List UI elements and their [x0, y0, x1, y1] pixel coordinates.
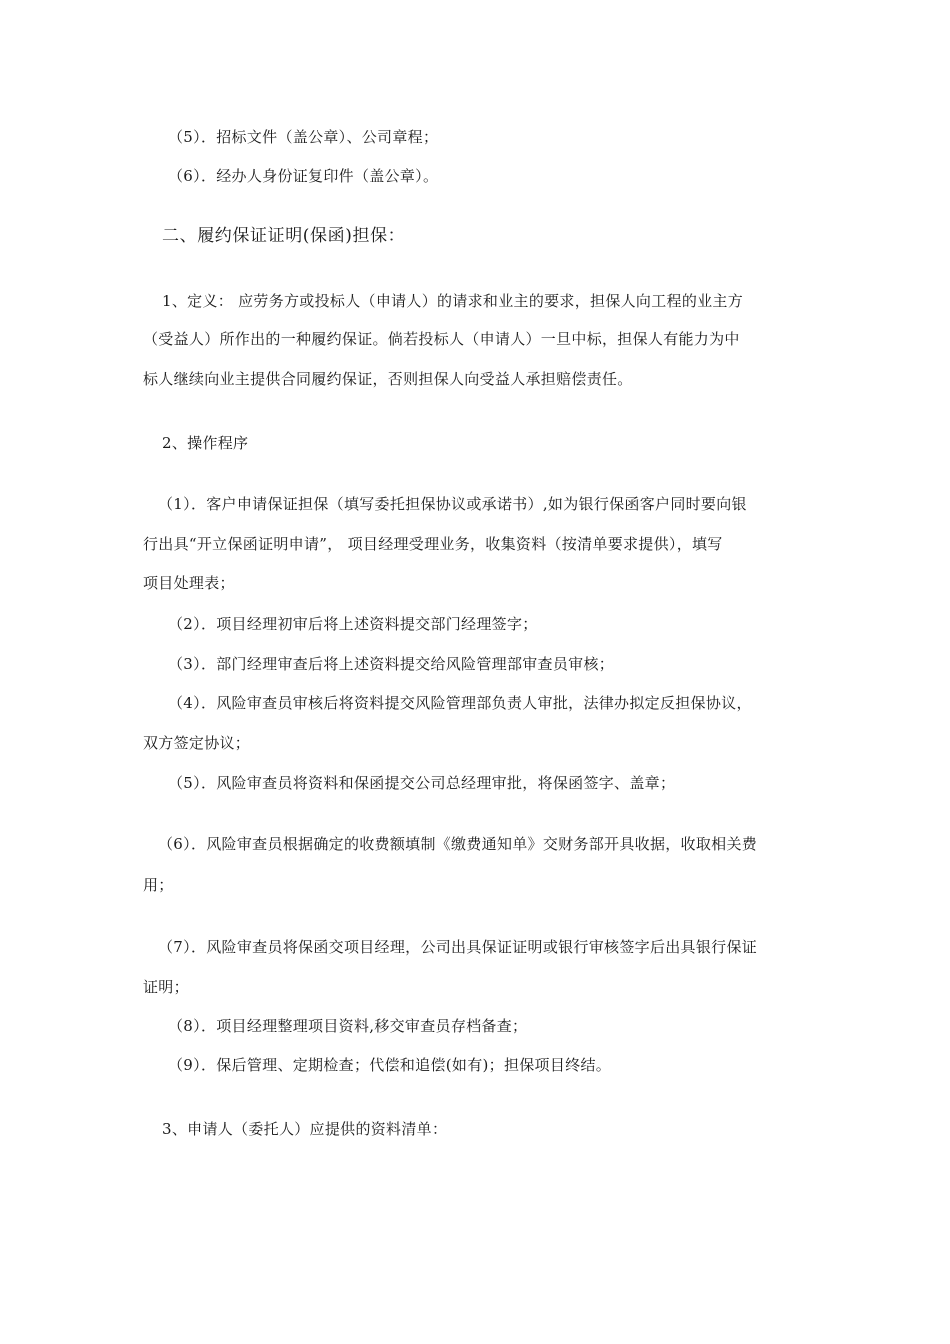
step-7-line-1: （7）．风险审查员将保函交项目经理，公司出具保证证明或银行审核签字后出具银行保证 [158, 938, 758, 956]
definition-line-3: 标人继续向业主提供合同履约保证，否则担保人向受益人承担赔偿责任。 [143, 370, 633, 388]
step-6-line-1: （6）．风险审查员根据确定的收费额填制《缴费通知单》交财务部开具收据，收取相关费 [158, 835, 758, 853]
list-item-5: （5）．招标文件（盖公章）、公司章程； [168, 128, 439, 146]
step-6-line-2: 用； [143, 876, 174, 894]
step-7-line-2: 证明； [143, 978, 189, 996]
step-5: （5）．风险审查员将资料和保函提交公司总经理审批，将保函签字、盖章； [168, 774, 676, 792]
list-item-6: （6）．经办人身份证复印件（盖公章）。 [168, 167, 439, 185]
step-1-line-3: 项目处理表； [143, 574, 235, 592]
definition-line-2: （受益人）所作出的一种履约保证。倘若投标人（申请人）一旦中标，担保人有能力为中 [143, 330, 740, 348]
step-2: （2）．项目经理初审后将上述资料提交部门经理签字； [168, 615, 538, 633]
step-1-line-2: 行出具“开立保函证明申请”， 项目经理受理业务，收集资料（按清单要求提供），填写 [143, 535, 723, 553]
subsection-heading-materials: 3、申请人（委托人）应提供的资料清单： [162, 1120, 448, 1138]
step-1-line-1: （1）．客户申请保证担保（填写委托担保协议或承诺书）,如为银行保函客户同时要向银 [158, 495, 747, 513]
step-9: （9）．保后管理、定期检查；代偿和追偿(如有)；担保项目终结。 [168, 1056, 612, 1074]
subsection-heading-procedure: 2、操作程序 [162, 434, 249, 452]
definition-line-1: 1、定义： 应劳务方或投标人（申请人）的请求和业主的要求，担保人向工程的业主方 [162, 292, 744, 310]
step-4-line-2: 双方签定协议； [143, 734, 251, 752]
step-3: （3）．部门经理审查后将上述资料提交给风险管理部审查员审核； [168, 655, 615, 673]
step-8: （8）．项目经理整理项目资料,移交审查员存档备查； [168, 1017, 528, 1035]
section-heading-2: 二、履约保证证明(保函)担保： [162, 226, 406, 246]
step-4-line-1: （4）．风险审查员审核后将资料提交风险管理部负责人审批，法律办拟定反担保协议， [168, 694, 752, 712]
